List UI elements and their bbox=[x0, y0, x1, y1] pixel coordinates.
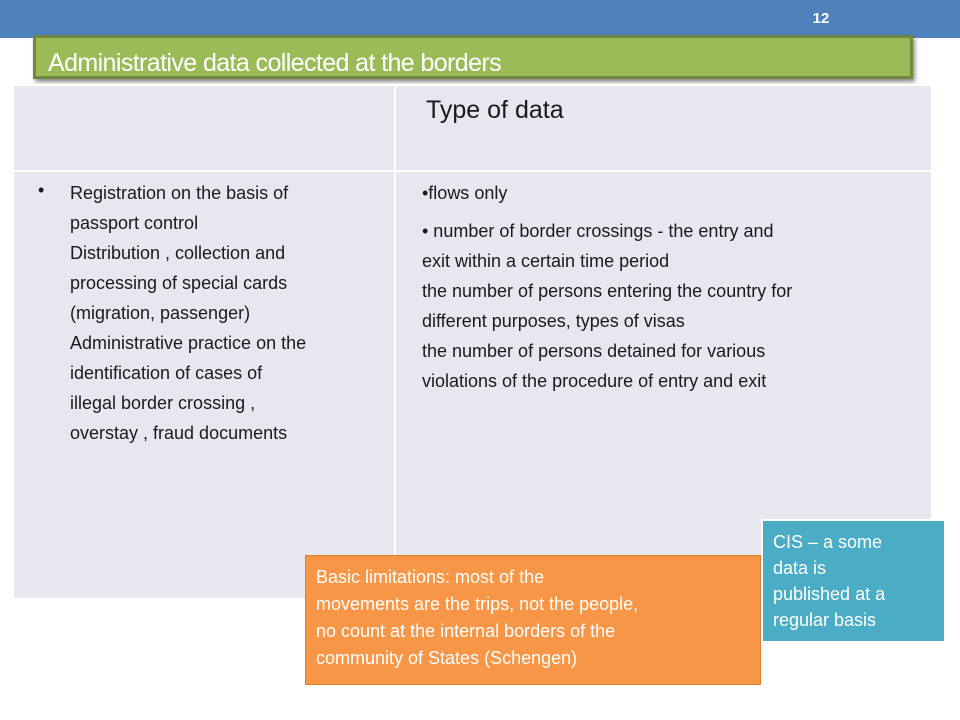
data-types-list bbox=[396, 172, 931, 396]
left-line: identification of cases of bbox=[70, 363, 263, 383]
left-line: (migration, passenger) bbox=[70, 303, 251, 323]
callout-line: CIS – a some bbox=[773, 532, 883, 552]
left-line: overstay , fraud documents bbox=[70, 423, 288, 443]
left-line: passport control bbox=[70, 213, 199, 233]
left-line: Registration on the basis of bbox=[70, 183, 289, 203]
right-line: different purposes, types of visas bbox=[422, 311, 685, 331]
right-line: • number of border crossings - the entry and bbox=[422, 221, 774, 241]
right-line: violations of the procedure of entry and exit bbox=[422, 371, 767, 391]
right-line: exit within a certain time period bbox=[422, 251, 670, 271]
cis-callout bbox=[761, 519, 946, 643]
left-line: illegal border crossing , bbox=[70, 393, 256, 413]
slide-title: Administrative data collected at the borders bbox=[33, 35, 913, 79]
header-cell-type bbox=[395, 85, 932, 171]
limitations-callout bbox=[305, 555, 761, 685]
slide-number: 12 bbox=[812, 10, 830, 27]
callout-line: movements are the trips, not the people, bbox=[316, 594, 639, 614]
callout-line: regular basis bbox=[773, 610, 877, 630]
flows-only-item: •flows only bbox=[422, 183, 508, 203]
type-of-data-heading: Type of data bbox=[426, 96, 564, 124]
bullet-icon: • bbox=[38, 180, 45, 200]
callout-line: Basic limitations: most of the bbox=[316, 567, 545, 587]
table-header-row bbox=[13, 85, 932, 171]
header-cell-empty bbox=[13, 85, 395, 171]
left-line: Administrative practice on the bbox=[70, 333, 307, 353]
callout-line: no count at the internal borders of the bbox=[316, 621, 616, 641]
right-line: the number of persons detained for various bbox=[422, 341, 766, 361]
callout-line: community of States (Schengen) bbox=[316, 648, 578, 668]
callout-line: data is bbox=[773, 558, 827, 578]
callout-line: published at a bbox=[773, 584, 886, 604]
left-line: processing of special cards bbox=[70, 273, 288, 293]
collection-methods-cell bbox=[13, 171, 395, 599]
right-line: the number of persons entering the country for bbox=[422, 281, 793, 301]
collection-methods-list bbox=[14, 172, 394, 448]
left-line: Distribution , collection and bbox=[70, 243, 286, 263]
